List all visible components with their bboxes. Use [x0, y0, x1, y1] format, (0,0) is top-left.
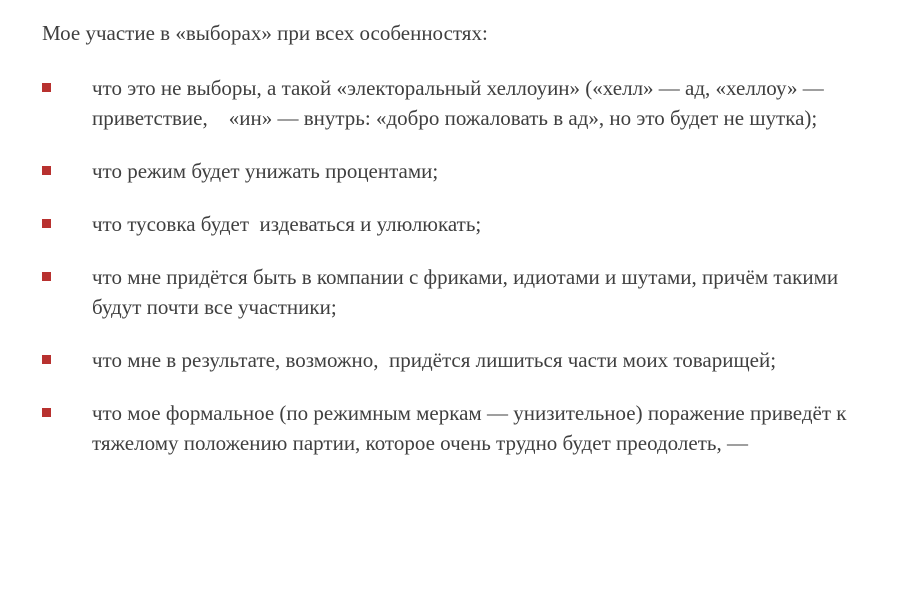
- square-bullet-icon: [42, 219, 51, 228]
- list-item: [42, 398, 852, 458]
- list-item: [42, 73, 852, 133]
- list-item: [42, 209, 852, 239]
- intro-paragraph: Мое участие в «выборах» при всех особенностях:: [42, 21, 488, 45]
- square-bullet-icon: [42, 408, 51, 417]
- list-item-text: что мне в результате, возможно, придётся лишиться части моих товарищей;: [92, 348, 777, 372]
- list-item-text: что режим будет унижать процентами;: [92, 159, 439, 183]
- list-item: [42, 156, 852, 186]
- square-bullet-icon: [42, 166, 51, 175]
- list-item-text: что тусовка будет издеваться и улюлюкать;: [92, 212, 482, 236]
- list-item-text: что мое формальное (по режимным меркам — унизительное) поражение приведёт к тяжелому положению партии, которое очень трудно будет преодолеть, —: [92, 401, 847, 455]
- list-item-text: что это не выборы, а такой «электоральный хеллоуин» («хелл» — ад, «хеллоу» — приветствие, «ин» — внутрь: «добро пожаловать в ад», но это будет не шутка);: [92, 76, 830, 130]
- bullet-list: [42, 73, 893, 458]
- square-bullet-icon: [42, 272, 51, 281]
- list-item: [42, 345, 852, 375]
- square-bullet-icon: [42, 83, 51, 92]
- list-item: [42, 262, 852, 322]
- list-item-text: что мне придётся быть в компании с фриками, идиотами и шутами, причём такими будут почти все участники;: [92, 265, 839, 319]
- square-bullet-icon: [42, 355, 51, 364]
